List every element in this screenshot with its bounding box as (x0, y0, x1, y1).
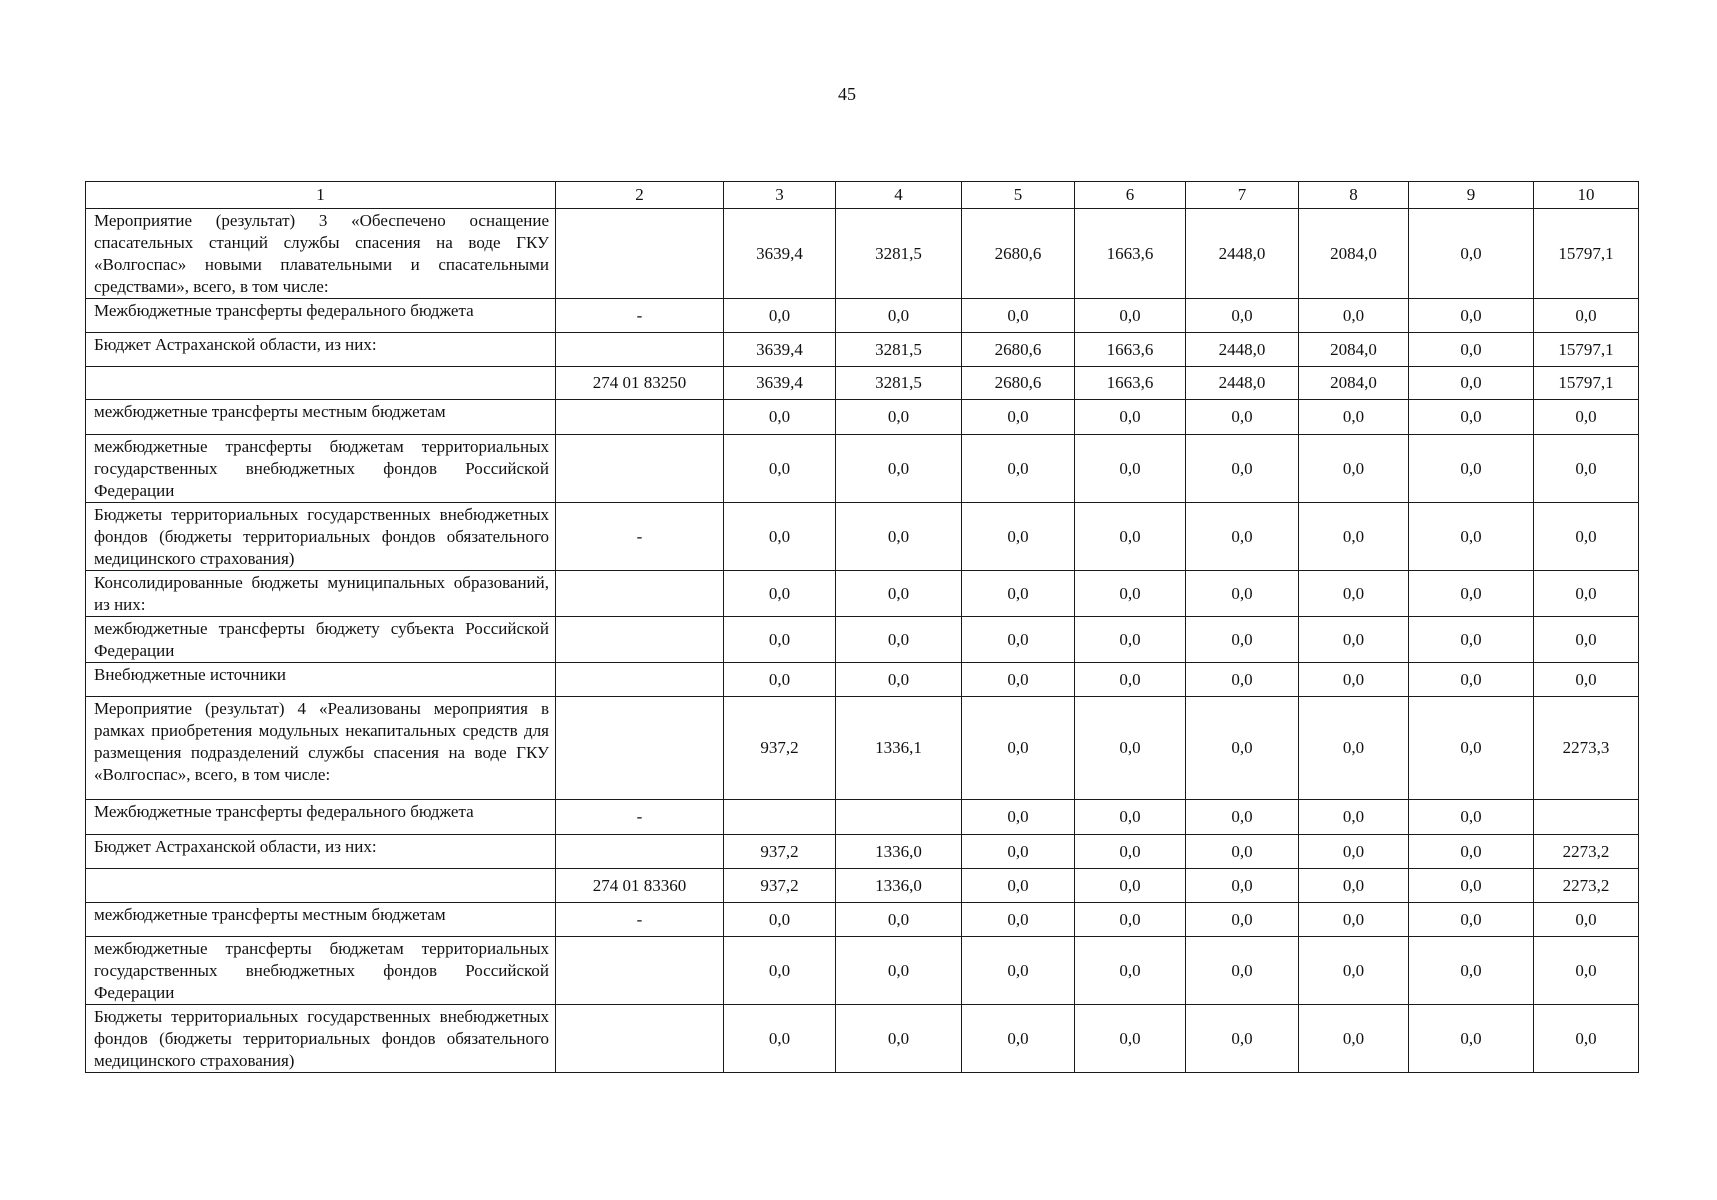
table-row (86, 299, 1639, 333)
value-col-8: 0,0 (1299, 571, 1409, 617)
budget-code (556, 617, 724, 663)
value-col-9: 0,0 (1409, 367, 1534, 400)
value-col-5: 2680,6 (962, 367, 1075, 400)
value-col-3: 3639,4 (724, 333, 836, 367)
column-header-5: 5 (962, 182, 1075, 209)
value-col-8: 0,0 (1299, 299, 1409, 333)
value-col-5: 0,0 (962, 869, 1075, 903)
table-row (86, 333, 1639, 367)
value-col-4: 3281,5 (836, 209, 962, 299)
row-description: Внебюджетные источники (86, 663, 556, 697)
value-col-7: 0,0 (1186, 937, 1299, 1005)
value-col-6: 0,0 (1075, 937, 1186, 1005)
value-col-5: 0,0 (962, 1005, 1075, 1073)
value-col-7: 0,0 (1186, 835, 1299, 869)
budget-code: - (556, 503, 724, 571)
value-col-8: 2084,0 (1299, 367, 1409, 400)
budget-code (556, 333, 724, 367)
value-col-7: 2448,0 (1186, 333, 1299, 367)
table-row (86, 435, 1639, 503)
value-col-5: 0,0 (962, 299, 1075, 333)
value-col-4: 0,0 (836, 299, 962, 333)
value-col-10: 0,0 (1534, 663, 1639, 697)
value-col-8: 0,0 (1299, 869, 1409, 903)
column-header-8: 8 (1299, 182, 1409, 209)
value-col-10: 0,0 (1534, 571, 1639, 617)
value-col-4: 0,0 (836, 503, 962, 571)
value-col-7: 0,0 (1186, 1005, 1299, 1073)
value-col-9: 0,0 (1409, 617, 1534, 663)
table-row (86, 937, 1639, 1005)
column-header-2: 2 (556, 182, 724, 209)
value-col-6: 0,0 (1075, 617, 1186, 663)
row-description: Мероприятие (результат) 3 «Обеспечено оснащение спасательных станций службы спасения на воде ГКУ «Волгоспас» новыми плавательными и спасательными средствами», всего, в том числе: (86, 209, 556, 299)
value-col-8: 0,0 (1299, 937, 1409, 1005)
value-col-7: 0,0 (1186, 869, 1299, 903)
value-col-8: 2084,0 (1299, 209, 1409, 299)
value-col-9: 0,0 (1409, 869, 1534, 903)
budget-code: 274 01 83360 (556, 869, 724, 903)
value-col-8: 0,0 (1299, 400, 1409, 435)
value-col-3: 0,0 (724, 299, 836, 333)
value-col-10: 2273,3 (1534, 697, 1639, 800)
budget-code: - (556, 903, 724, 937)
value-col-6: 0,0 (1075, 663, 1186, 697)
value-col-6: 1663,6 (1075, 367, 1186, 400)
column-header-7: 7 (1186, 182, 1299, 209)
value-col-10: 15797,1 (1534, 333, 1639, 367)
value-col-6: 0,0 (1075, 299, 1186, 333)
value-col-9: 0,0 (1409, 1005, 1534, 1073)
value-col-5: 2680,6 (962, 333, 1075, 367)
value-col-9: 0,0 (1409, 503, 1534, 571)
value-col-4: 0,0 (836, 571, 962, 617)
value-col-3: 0,0 (724, 903, 836, 937)
value-col-8: 0,0 (1299, 617, 1409, 663)
value-col-6: 0,0 (1075, 435, 1186, 503)
value-col-10 (1534, 800, 1639, 835)
row-description: Бюджет Астраханской области, из них: (86, 835, 556, 869)
value-col-9: 0,0 (1409, 835, 1534, 869)
value-col-7: 0,0 (1186, 800, 1299, 835)
value-col-8: 2084,0 (1299, 333, 1409, 367)
value-col-7: 2448,0 (1186, 209, 1299, 299)
table-body (86, 182, 1639, 1073)
value-col-4: 0,0 (836, 663, 962, 697)
value-col-8: 0,0 (1299, 1005, 1409, 1073)
row-description: межбюджетные трансферты местным бюджетам (86, 903, 556, 937)
budget-code (556, 663, 724, 697)
row-description: Бюджеты территориальных государственных внебюджетных фондов (бюджеты территориальных фондов обязательного медицинского страхования) (86, 503, 556, 571)
value-col-3: 0,0 (724, 617, 836, 663)
value-col-5: 0,0 (962, 800, 1075, 835)
budget-code (556, 209, 724, 299)
value-col-3: 937,2 (724, 869, 836, 903)
table-row (86, 617, 1639, 663)
table-row (86, 663, 1639, 697)
value-col-5: 0,0 (962, 903, 1075, 937)
value-col-7: 0,0 (1186, 903, 1299, 937)
budget-code: - (556, 299, 724, 333)
row-description: межбюджетные трансферты бюджету субъекта Российской Федерации (86, 617, 556, 663)
row-description (86, 367, 556, 400)
value-col-3: 0,0 (724, 937, 836, 1005)
value-col-10: 0,0 (1534, 435, 1639, 503)
value-col-9: 0,0 (1409, 299, 1534, 333)
value-col-3: 0,0 (724, 663, 836, 697)
table-row (86, 400, 1639, 435)
value-col-10: 0,0 (1534, 903, 1639, 937)
table-row (86, 209, 1639, 299)
value-col-4 (836, 800, 962, 835)
value-col-6: 0,0 (1075, 800, 1186, 835)
value-col-6: 0,0 (1075, 1005, 1186, 1073)
value-col-4: 3281,5 (836, 367, 962, 400)
budget-code (556, 697, 724, 800)
row-description: Межбюджетные трансферты федерального бюджета (86, 299, 556, 333)
value-col-7: 0,0 (1186, 435, 1299, 503)
value-col-4: 0,0 (836, 903, 962, 937)
value-col-8: 0,0 (1299, 697, 1409, 800)
value-col-3: 0,0 (724, 1005, 836, 1073)
row-description: Бюджет Астраханской области, из них: (86, 333, 556, 367)
value-col-7: 0,0 (1186, 697, 1299, 800)
row-description: Межбюджетные трансферты федерального бюджета (86, 800, 556, 835)
budget-code (556, 435, 724, 503)
value-col-7: 0,0 (1186, 571, 1299, 617)
value-col-7: 0,0 (1186, 503, 1299, 571)
value-col-10: 0,0 (1534, 400, 1639, 435)
column-header-9: 9 (1409, 182, 1534, 209)
table-header-row (86, 182, 1639, 209)
budget-code (556, 571, 724, 617)
value-col-3: 0,0 (724, 571, 836, 617)
column-header-6: 6 (1075, 182, 1186, 209)
value-col-6: 1663,6 (1075, 333, 1186, 367)
value-col-6: 0,0 (1075, 869, 1186, 903)
value-col-4: 0,0 (836, 617, 962, 663)
value-col-9: 0,0 (1409, 800, 1534, 835)
value-col-9: 0,0 (1409, 333, 1534, 367)
column-header-1: 1 (86, 182, 556, 209)
value-col-10: 2273,2 (1534, 835, 1639, 869)
value-col-3: 3639,4 (724, 367, 836, 400)
value-col-9: 0,0 (1409, 209, 1534, 299)
value-col-5: 0,0 (962, 617, 1075, 663)
value-col-7: 0,0 (1186, 663, 1299, 697)
value-col-6: 0,0 (1075, 571, 1186, 617)
value-col-9: 0,0 (1409, 903, 1534, 937)
table-row (86, 503, 1639, 571)
value-col-7: 2448,0 (1186, 367, 1299, 400)
value-col-6: 0,0 (1075, 400, 1186, 435)
value-col-9: 0,0 (1409, 663, 1534, 697)
value-col-8: 0,0 (1299, 903, 1409, 937)
value-col-10: 0,0 (1534, 937, 1639, 1005)
value-col-4: 0,0 (836, 1005, 962, 1073)
value-col-4: 0,0 (836, 937, 962, 1005)
value-col-9: 0,0 (1409, 400, 1534, 435)
value-col-10: 0,0 (1534, 503, 1639, 571)
value-col-5: 0,0 (962, 503, 1075, 571)
value-col-5: 0,0 (962, 835, 1075, 869)
value-col-5: 0,0 (962, 663, 1075, 697)
value-col-9: 0,0 (1409, 435, 1534, 503)
value-col-9: 0,0 (1409, 697, 1534, 800)
table-row (86, 697, 1639, 800)
page-number: 45 (838, 84, 856, 104)
value-col-10: 0,0 (1534, 617, 1639, 663)
value-col-8: 0,0 (1299, 663, 1409, 697)
table-row (86, 903, 1639, 937)
budget-table (85, 181, 1639, 1073)
value-col-8: 0,0 (1299, 835, 1409, 869)
value-col-4: 1336,0 (836, 869, 962, 903)
budget-code (556, 400, 724, 435)
row-description: межбюджетные трансферты бюджетам территориальных государственных внебюджетных фондов Российской Федерации (86, 937, 556, 1005)
value-col-4: 1336,0 (836, 835, 962, 869)
row-description: Консолидированные бюджеты муниципальных образований, из них: (86, 571, 556, 617)
column-header-4: 4 (836, 182, 962, 209)
table-row (86, 1005, 1639, 1073)
value-col-5: 0,0 (962, 697, 1075, 800)
value-col-3 (724, 800, 836, 835)
table-row (86, 571, 1639, 617)
value-col-5: 0,0 (962, 571, 1075, 617)
budget-code (556, 835, 724, 869)
value-col-10: 0,0 (1534, 299, 1639, 333)
value-col-4: 3281,5 (836, 333, 962, 367)
value-col-3: 0,0 (724, 435, 836, 503)
value-col-6: 0,0 (1075, 903, 1186, 937)
value-col-7: 0,0 (1186, 617, 1299, 663)
budget-code: 274 01 83250 (556, 367, 724, 400)
value-col-4: 0,0 (836, 435, 962, 503)
value-col-5: 2680,6 (962, 209, 1075, 299)
value-col-6: 0,0 (1075, 697, 1186, 800)
value-col-8: 0,0 (1299, 800, 1409, 835)
value-col-10: 15797,1 (1534, 209, 1639, 299)
value-col-8: 0,0 (1299, 435, 1409, 503)
table-row (86, 835, 1639, 869)
value-col-10: 0,0 (1534, 1005, 1639, 1073)
column-header-3: 3 (724, 182, 836, 209)
budget-code (556, 937, 724, 1005)
value-col-9: 0,0 (1409, 937, 1534, 1005)
value-col-7: 0,0 (1186, 299, 1299, 333)
budget-code: - (556, 800, 724, 835)
column-header-10: 10 (1534, 182, 1639, 209)
value-col-4: 1336,1 (836, 697, 962, 800)
value-col-3: 937,2 (724, 835, 836, 869)
value-col-8: 0,0 (1299, 503, 1409, 571)
value-col-10: 15797,1 (1534, 367, 1639, 400)
value-col-3: 937,2 (724, 697, 836, 800)
value-col-5: 0,0 (962, 937, 1075, 1005)
row-description (86, 869, 556, 903)
table-row (86, 869, 1639, 903)
value-col-4: 0,0 (836, 400, 962, 435)
table-row (86, 800, 1639, 835)
value-col-10: 2273,2 (1534, 869, 1639, 903)
budget-code (556, 1005, 724, 1073)
row-description: межбюджетные трансферты местным бюджетам (86, 400, 556, 435)
table-row (86, 367, 1639, 400)
value-col-6: 1663,6 (1075, 209, 1186, 299)
value-col-3: 0,0 (724, 503, 836, 571)
value-col-6: 0,0 (1075, 503, 1186, 571)
value-col-3: 0,0 (724, 400, 836, 435)
row-description: межбюджетные трансферты бюджетам территориальных государственных внебюджетных фондов Российской Федерации (86, 435, 556, 503)
value-col-3: 3639,4 (724, 209, 836, 299)
value-col-5: 0,0 (962, 435, 1075, 503)
value-col-7: 0,0 (1186, 400, 1299, 435)
value-col-9: 0,0 (1409, 571, 1534, 617)
row-description: Бюджеты территориальных государственных внебюджетных фондов (бюджеты территориальных фондов обязательного медицинского страхования) (86, 1005, 556, 1073)
value-col-5: 0,0 (962, 400, 1075, 435)
value-col-6: 0,0 (1075, 835, 1186, 869)
row-description: Мероприятие (результат) 4 «Реализованы мероприятия в рамках приобретения модульных некапитальных средств для размещения подразделений службы спасения на воде ГКУ «Волгоспас», всего, в том числе: (86, 697, 556, 800)
